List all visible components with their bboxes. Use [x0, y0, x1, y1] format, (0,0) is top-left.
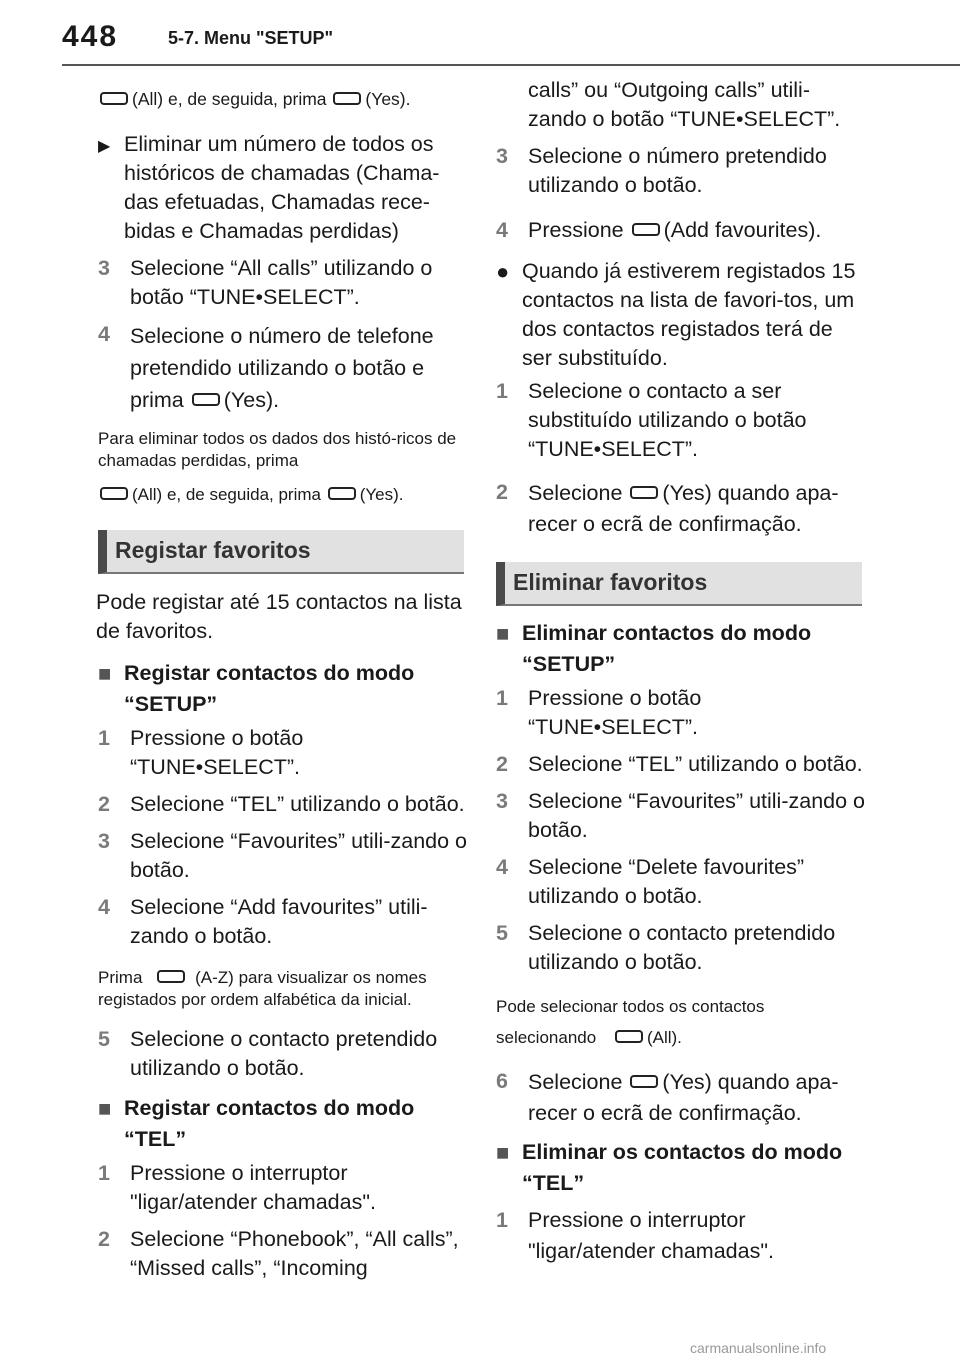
step: 4 Selecione “Delete favourites” utilizando o botão.	[496, 855, 805, 908]
button-icon	[615, 1030, 643, 1043]
section-banner-delete-favourites: Eliminar favoritos	[496, 562, 862, 606]
button-icon	[632, 223, 660, 236]
step-continued: calls” ou “Outgoing calls” utili-zando o botão “TUNE•SELECT”.	[528, 78, 841, 131]
page-number: 448	[62, 20, 119, 53]
step: 1 Pressione o botão “TUNE•SELECT”.	[496, 686, 702, 739]
button-icon	[192, 393, 220, 406]
button-icon	[630, 1075, 658, 1088]
button-icon	[630, 486, 658, 499]
dot-bullet-icon: ●	[496, 259, 510, 284]
step: 2 Selecione (Yes) quando apa-recer o ecrã de confirmação.	[496, 480, 839, 536]
step: 1 Pressione o botão “TUNE•SELECT”.	[98, 726, 304, 779]
button-icon	[328, 487, 356, 500]
step: 1 Selecione o contacto a ser substituído utilizando o botão “TUNE•SELECT”.	[496, 379, 807, 461]
intro-text: Pode registar até 15 contactos na lista de favoritos.	[96, 590, 462, 643]
step: 3 Selecione “All calls” utilizando o botão “TUNE•SELECT”.	[98, 256, 433, 309]
step: 1 Pressione o interruptor "ligar/atender chamadas".	[98, 1161, 376, 1214]
subheading: ■ Registar contactos do modo “SETUP”	[98, 658, 468, 720]
step: 4 Pressione (Add favourites).	[496, 218, 822, 242]
left-column	[98, 80, 468, 1283]
continued-note: (All) e, de seguida, prima (Yes).	[98, 88, 468, 110]
button-icon	[100, 487, 128, 500]
step: 1 Pressione o interruptor "ligar/atender chamadas".	[496, 1208, 774, 1263]
info-note: Para eliminar todos os dados dos histó-ricos de chamadas perdidas, prima (All) e, de seguida, prima (Yes).	[98, 429, 457, 504]
step: 5 Selecione o contacto pretendido utilizando o botão.	[98, 1027, 438, 1080]
square-bullet-icon: ■	[496, 621, 510, 646]
header-divider	[62, 64, 960, 66]
square-bullet-icon: ■	[98, 1096, 112, 1121]
page-header	[0, 0, 960, 68]
subheading: ■ Registar contactos do modo “TEL”	[98, 1093, 468, 1155]
step: 3 Selecione “Favourites” utili-zando o botão.	[496, 789, 865, 842]
button-icon	[100, 92, 128, 105]
step-list	[496, 684, 866, 977]
button-icon	[333, 92, 361, 105]
step: 2 Selecione “Phonebook”, “All calls”, “Missed calls”, “Incoming	[98, 1227, 459, 1280]
info-note: Pode selecionar todos os contactos selecionando (All).	[496, 997, 765, 1047]
step: 2 Selecione “TEL” utilizando o botão.	[496, 752, 863, 776]
triangle-bullet-icon: ▶	[98, 138, 111, 155]
step: 3 Selecione o número pretendido utilizando o botão.	[496, 144, 827, 197]
button-icon	[157, 970, 185, 983]
subheading: ■ Eliminar os contactos do modo “TEL”	[496, 1137, 866, 1199]
step: 3 Selecione “Favourites” utili-zando o botão.	[98, 829, 467, 882]
step-list	[98, 724, 468, 951]
step: 4 Selecione o número de telefone pretendido utilizando o botão e prima (Yes).	[98, 322, 434, 412]
section-title: 5-7. Menu "SETUP"	[168, 28, 334, 48]
subheading: ■ Eliminar contactos do modo “SETUP”	[496, 618, 866, 680]
procedure-heading: ▶ Eliminar um número de todos os históricos de chamadas (Chama-das efetuadas, Chamadas rece-bidas e Chamadas perdidas)	[98, 130, 468, 246]
square-bullet-icon: ■	[496, 1140, 510, 1165]
step-list	[98, 1159, 468, 1283]
step: 5 Selecione o contacto pretendido utilizando o botão.	[496, 921, 836, 974]
info-note: Prima (A-Z) para visualizar os nomes registados por ordem alfabética da inicial.	[98, 968, 427, 1009]
watermark: carmanualsonline.info	[690, 1340, 827, 1356]
bullet-note: ● Quando já estiverem registados 15 contactos na lista de favori-tos, um dos contactos registados terá de ser substituído.	[496, 257, 866, 373]
step: 2 Selecione “TEL” utilizando o botão.	[98, 792, 465, 816]
step: 4 Selecione “Add favourites” utili-zando o botão.	[98, 895, 428, 948]
right-column	[496, 80, 866, 1267]
step: 6 Selecione (Yes) quando apa-recer o ecrã de confirmação.	[496, 1069, 839, 1125]
section-banner-register-favourites: Registar favoritos	[98, 530, 464, 574]
square-bullet-icon: ■	[98, 661, 112, 686]
